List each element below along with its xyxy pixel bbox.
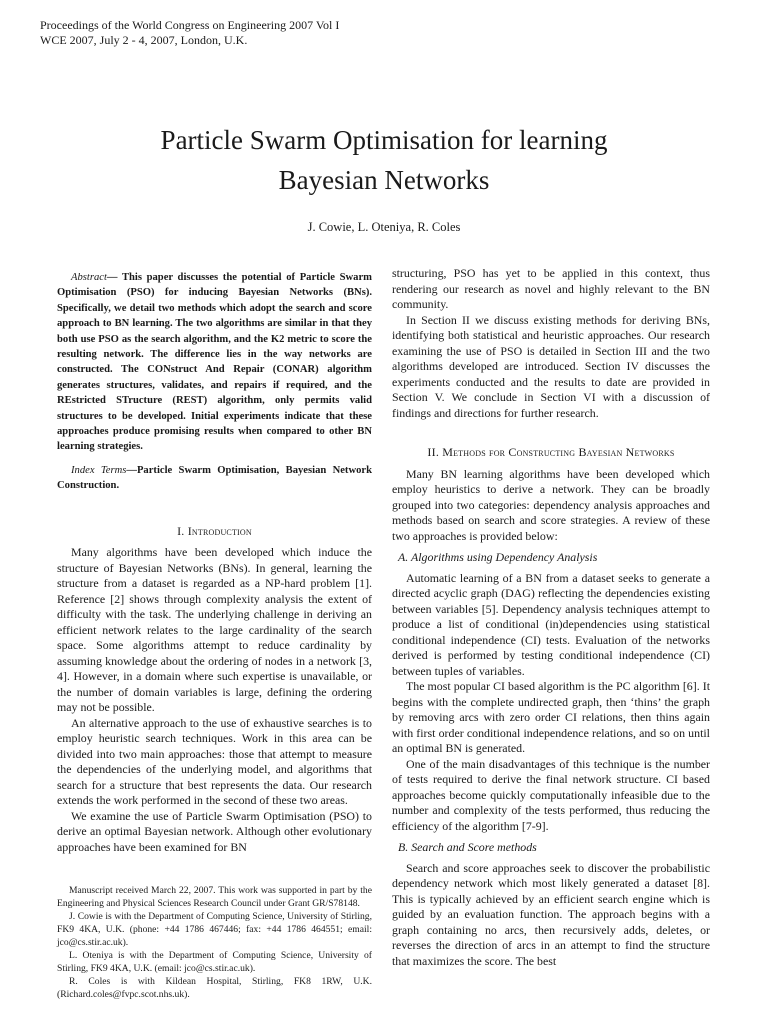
abstract-text: — This paper discusses the potential of Particle Swarm Optimisation (PSO) for inducing Bayesian Networks (BNs). Specifically, we detail two methods which adopt the search and score approach to BN learning. The two algorithms are similar in that they both use PSO as the search algorithm, and the K2 metric to score the resulting network. The difference lies in the way networks are constructed. The CONstruct And Repair (CONAR) algorithm generates structures, validates, and repairs if required, and the REstricted STructure (REST) algorithm, only permits valid structures to be developed. Initial experiments indicate that these approaches produce promising results when compared to other BN learning strategies.: [57, 272, 372, 453]
paragraph: Many algorithms have been developed which induce the structure of Bayesian Networks (BNs). In general, learning the structure from a dataset is regarded as a NP-hard problem [1]. Reference [2] shows through complexity analysis the extent of difficulty with the task. The underlying challenge in deriving an efficient network relates to the large cardinality of the search space. Some algorithms attempt to reduce cardinality by assuming knowledge about the ordering of nodes in a network [3, 4]. However, in a domain where such expertise is unavailable, or the number of domain variables is large, defining the ordering may not be possible.: [57, 545, 372, 715]
paragraph: Many BN learning algorithms have been developed which employ heuristics to derive a network. They can be broadly grouped into two categories: dependency analysis approaches and methods based on search and score strategies. A review of these two approaches is provided below:: [392, 466, 710, 543]
title-line-2: Bayesian Networks: [278, 165, 490, 195]
paragraph: In Section II we discuss existing methods for deriving BNs, identifying both statistical and heuristic approaches. Our research examining the use of PSO is detailed in Section III and the two algorithms developed are introduced. Section IV discusses the experiments conducted and the results to date are provided in Section V. We conclude in Section VI with a discussion of findings and directions for further research.: [392, 312, 710, 420]
footnote: Manuscript received March 22, 2007. This work was supported in part by the Engineering and Physical Sciences Research Council under Grant GR/S78148.: [57, 885, 372, 909]
paper-title: [0, 120, 768, 200]
footnote: J. Cowie is with the Department of Computing Science, University of Stirling, FK9 4KA, U.K. (phone: +44 1786 467446; fax: +44 1786 464551; email: jco@cs.stir.ac.uk).: [57, 911, 372, 948]
footnotes: [57, 884, 372, 1001]
abstract-label: Abstract: [71, 272, 107, 283]
section-heading-introduction: I. Introduction: [177, 523, 252, 538]
proceedings-line-1: Proceedings of the World Congress on Engineering 2007 Vol I: [40, 18, 340, 32]
proceedings-line-2: WCE 2007, July 2 - 4, 2007, London, U.K.: [40, 33, 248, 47]
left-column: [57, 266, 372, 855]
abstract: [57, 270, 372, 455]
subsection-heading-search-and-score: B. Search and Score methods: [398, 840, 537, 854]
footnote: L. Oteniya is with the Department of Computing Science, University of Stirling, FK9 4KA, U.K. (email: jco@cs.stir.ac.uk).: [57, 950, 372, 974]
paragraph: One of the main disadvantages of this technique is the number of tests required to derive the final network structure. CI based approaches become quickly computationally infeasible due to the number and complexity of the tests performed, thus reducing the efficiency of the algorithm [7-9].: [392, 756, 710, 833]
paragraph: Automatic learning of a BN from a dataset seeks to generate a directed acyclic graph (DAG) reflecting the dependencies existing between variables [5]. Dependency analysis techniques attempt to produce a list of conditional (in)dependencies using statistical conditional independence (CI) tests. Evaluation of the networks derived is performed by testing conditional independence (CI) between tuples of variables.: [392, 570, 710, 678]
paragraph: Search and score approaches seek to discover the probabilistic dependency network which most likely generated a dataset [8]. This is typically achieved by an efficient search engine which is guided by an evaluation function. The approach begins with a graph containing no arcs, then recursively adds, deletes, or reverses the direction of arcs in an attempt to find the structure that maximizes the score. The best: [392, 860, 710, 968]
author-list: J. Cowie, L. Oteniya, R. Coles: [307, 220, 461, 234]
paragraph: We examine the use of Particle Swarm Optimisation (PSO) to derive an optimal Bayesian network. Although other evolutionary approaches have been examined for BN: [57, 808, 372, 854]
paragraph: The most popular CI based algorithm is the PC algorithm [6]. It begins with the complete undirected graph, then ‘thins’ the graph by removing arcs with zero order CI relations, then thins again with first order conditional independence relations, and so on until an optimal BN is generated.: [392, 679, 710, 755]
section-heading-methods: II. Methods for Constructing Bayesian Networks: [427, 445, 675, 459]
index-terms: [57, 463, 372, 494]
footnote: R. Coles is with Kildean Hospital, Stirling, FK8 1RW, U.K. (Richard.coles@fvpc.scot.nhs.uk).: [57, 976, 372, 1000]
proceedings-header: [40, 18, 339, 48]
subsection-heading-dependency-analysis: A. Algorithms using Dependency Analysis: [398, 550, 598, 564]
right-column: [392, 266, 710, 969]
index-terms-label: Index Terms: [71, 464, 127, 476]
title-line-1: Particle Swarm Optimisation for learning: [160, 125, 608, 155]
index-terms-text: —Particle Swarm Optimisation, Bayesian Network Construction.: [57, 464, 372, 492]
paragraph: structuring, PSO has yet to be applied in this context, thus rendering our research as novel and highly relevant to the BN community.: [392, 266, 710, 311]
paragraph: An alternative approach to the use of exhaustive searches is to employ heuristic search techniques. Work in this area can be divided into two main approaches: those that attempt to measure the dependencies of the underlying model, and algorithms that search for a structure that best represents the data. Our research extends the work performed in the second of these two areas.: [57, 715, 372, 808]
